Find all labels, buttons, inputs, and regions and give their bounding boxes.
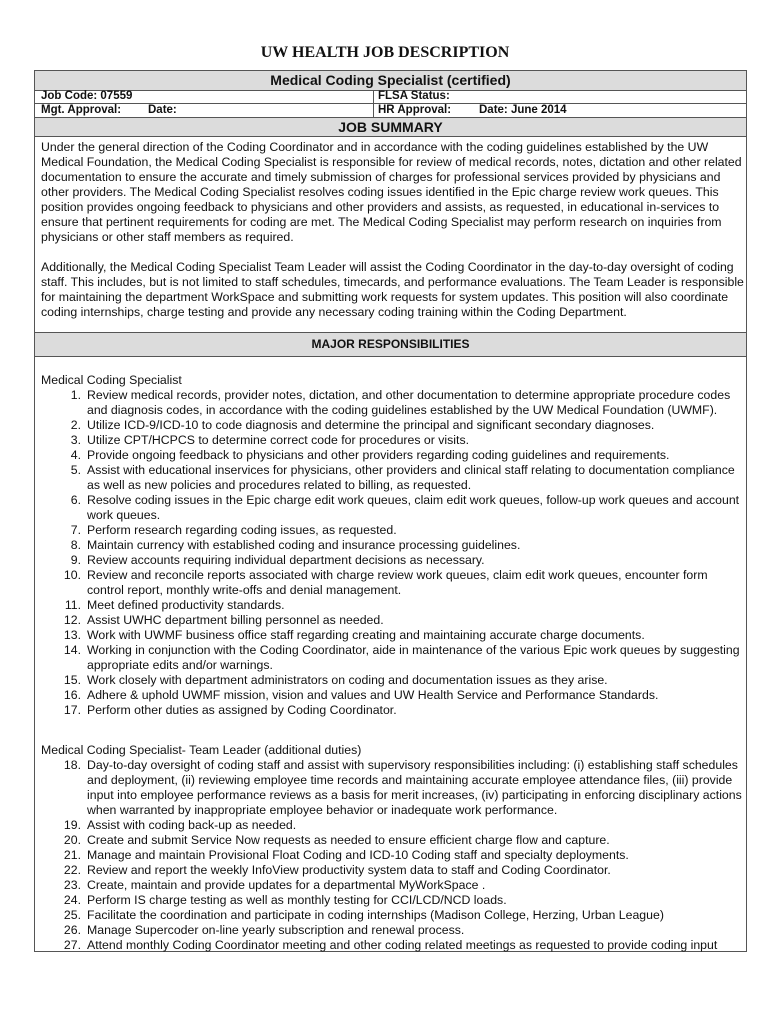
item-text: Maintain currency with established coding and insurance processing guidelines. (87, 538, 521, 552)
item-text: Resolve coding issues in the Epic charge edit work queues, claim edit work queues, follow-up work queues and account work queues. (87, 493, 740, 522)
responsibility-item (41, 818, 746, 833)
responsibility-item (41, 418, 746, 433)
hr-approval-date: Date: June 2014 (479, 104, 567, 116)
item-text: Attend monthly Coding Coordinator meeting and other coding related meetings as requested to provide coding input (87, 938, 718, 952)
item-text: Adhere & uphold UWMF mission, vision and values and UW Health Service and Performance Standards. (87, 688, 659, 702)
responsibility-item (41, 538, 746, 553)
item-text: Facilitate the coordination and participate in coding internships (Madison College, Herzing, Urban League) (87, 908, 664, 922)
item-number: 2. (70, 418, 81, 432)
item-text: Review and report the weekly InfoView productivity system data to staff and Coding Coordinator. (87, 863, 611, 877)
item-number: 3. (70, 433, 81, 447)
item-text: Review medical records, provider notes, dictation, and other documentation to determine appropriate procedure codes and diagnosis codes, in accordance with the coding guidelines established by the UW Medical Foundation (UWMF). (87, 388, 731, 417)
responsibility-item (41, 863, 746, 878)
item-text: Perform research regarding coding issues, as requested. (87, 523, 397, 537)
section-title-specialist: Medical Coding Specialist (41, 373, 182, 387)
item-text: Provide ongoing feedback to physicians and other providers regarding coding guidelines and requirements. (87, 448, 670, 462)
item-text: Meet defined productivity standards. (87, 598, 285, 612)
item-text: Utilize CPT/HCPCS to determine correct code for procedures or visits. (87, 433, 470, 447)
item-number: 5. (70, 463, 81, 477)
item-number: 21. (63, 848, 81, 862)
item-number: 22. (63, 863, 81, 877)
item-number: 12. (63, 613, 81, 627)
responsibility-item (41, 878, 746, 893)
item-number: 15. (63, 673, 81, 687)
responsibility-item (41, 628, 746, 643)
item-number: 11. (64, 598, 81, 612)
item-number: 1. (70, 388, 81, 402)
responsibility-item (41, 643, 746, 673)
item-number: 20. (63, 833, 81, 847)
responsibility-item (41, 833, 746, 848)
item-text: Work with UWMF business office staff regarding creating and maintaining accurate charge documents. (87, 628, 645, 642)
item-number: 18. (63, 758, 81, 772)
responsibility-item (41, 388, 746, 418)
item-text: Assist UWHC department billing personnel as needed. (87, 613, 384, 627)
flsa-status: FLSA Status: (378, 90, 450, 102)
responsibility-list-team-leader (41, 758, 746, 953)
responsibility-item (41, 938, 746, 953)
item-text: Assist with coding back-up as needed. (87, 818, 297, 832)
mgt-approval-date: Date: (148, 104, 177, 116)
item-text: Day-to-day oversight of coding staff and assist with supervisory responsibilities including: (i) establishing staff schedules and deployment, (ii) reviewing employee time records and maintaining accurate employee attendance files, (iii) provide input into employee performance reviews as a basis for merit increases, (iv) participating in enforcing disciplinary actions when warranted by inappropriate employee behavior or inadequate work performance. (87, 758, 742, 817)
job-description-frame (34, 70, 747, 952)
info-row-job-code (35, 90, 746, 104)
item-number: 16. (63, 688, 81, 702)
responsibility-item (41, 703, 746, 718)
item-number: 27. (63, 938, 81, 952)
job-summary-heading: JOB SUMMARY (35, 118, 746, 137)
job-summary-paragraph-1: Under the general direction of the Coding Coordinator and in accordance with the coding guidelines established by the UW Medical Foundation, the Medical Coding Specialist is responsible for review of medical records, notes, dictation and other related documentation to ensure the accurate and timely submission of charges for professional services provided by physicians and other providers. The Medical Coding Specialist resolves coding issues identified in the Epic charge review work queues. This position provides ongoing feedback to physicians and other providers and assists, as requested, in educational in-services to ensure that pertinent requirements for coding are met. The Medical Coding Specialist may perform research on inquiries from physicians or other staff members as required. (41, 140, 742, 244)
item-text: Assist with educational inservices for physicians, other providers and clinical staff relating to documentation compliance as well as new policies and procedures related to billing, as requested. (87, 463, 735, 492)
section-title-team-leader: Medical Coding Specialist- Team Leader (additional duties) (41, 743, 362, 757)
item-number: 14. (63, 643, 81, 657)
item-number: 25. (63, 908, 81, 922)
item-text: Work closely with department administrators on coding and documentation issues as they arise. (87, 673, 608, 687)
item-number: 9. (70, 553, 81, 567)
document-title: UW HEALTH JOB DESCRIPTION (260, 44, 510, 61)
responsibility-list-specialist (41, 388, 746, 718)
responsibility-item (41, 613, 746, 628)
item-number: 8. (70, 538, 81, 552)
responsibility-item (41, 433, 746, 448)
responsibility-item (41, 848, 746, 863)
responsibility-item (41, 893, 746, 908)
item-number: 23. (63, 878, 81, 892)
position-title: Medical Coding Specialist (certified) (35, 71, 746, 91)
responsibility-item (41, 673, 746, 688)
item-number: 17. (63, 703, 81, 717)
info-row-approvals (35, 104, 746, 118)
item-text: Create and submit Service Now requests as needed to ensure efficient charge flow and capture. (87, 833, 610, 847)
responsibility-item (41, 758, 746, 818)
responsibility-item (41, 568, 746, 598)
item-number: 24. (63, 893, 81, 907)
item-text: Review and reconcile reports associated with charge review work queues, claim edit work queues, encounter form control report, monthly write-offs and denial management. (87, 568, 708, 597)
responsibility-item (41, 908, 746, 923)
responsibility-item (41, 553, 746, 568)
item-number: 7. (70, 523, 81, 537)
info-divider (373, 90, 374, 118)
item-number: 6. (70, 493, 81, 507)
major-responsibilities-heading: MAJOR RESPONSIBILITIES (35, 332, 746, 357)
item-text: Manage Supercoder on-line yearly subscription and renewal process. (87, 923, 465, 937)
job-code: Job Code: 07559 (41, 90, 133, 102)
responsibility-item (41, 598, 746, 613)
item-number: 13. (63, 628, 81, 642)
item-text: Perform other duties as assigned by Coding Coordinator. (87, 703, 397, 717)
item-number: 19. (63, 818, 81, 832)
item-text: Manage and maintain Provisional Float Coding and ICD-10 Coding staff and specialty deployments. (87, 848, 629, 862)
item-text: Create, maintain and provide updates for a departmental MyWorkSpace . (87, 878, 486, 892)
item-number: 4. (70, 448, 81, 462)
responsibility-item (41, 448, 746, 463)
item-text: Review accounts requiring individual department decisions as necessary. (87, 553, 485, 567)
item-text: Utilize ICD-9/ICD-10 to code diagnosis and determine the principal and significant secondary diagnoses. (87, 418, 655, 432)
hr-approval: HR Approval: (378, 104, 452, 116)
item-number: 26. (63, 923, 81, 937)
mgt-approval: Mgt. Approval: (41, 104, 122, 116)
responsibility-item (41, 923, 746, 938)
item-number: 10. (63, 568, 81, 582)
responsibility-item (41, 688, 746, 703)
responsibility-item (41, 493, 746, 523)
responsibility-item (41, 463, 746, 493)
responsibility-item (41, 523, 746, 538)
item-text: Perform IS charge testing as well as monthly testing for CCI/LCD/NCD loads. (87, 893, 507, 907)
item-text: Working in conjunction with the Coding Coordinator, aide in maintenance of the various Epic work queues by suggesting appropriate edits and/or warnings. (87, 643, 740, 672)
job-summary-paragraph-2: Additionally, the Medical Coding Specialist Team Leader will assist the Coding Coordinator in the day-to-day oversight of coding staff. This includes, but is not limited to staff schedules, timecards, and performance evaluations. The Team Leader is responsible for maintaining the department WorkSpace and submitting work requests for system updates. This position will also coordinate coding internships, charge testing and provide any necessary coding training within the Coding Department. (41, 260, 744, 319)
